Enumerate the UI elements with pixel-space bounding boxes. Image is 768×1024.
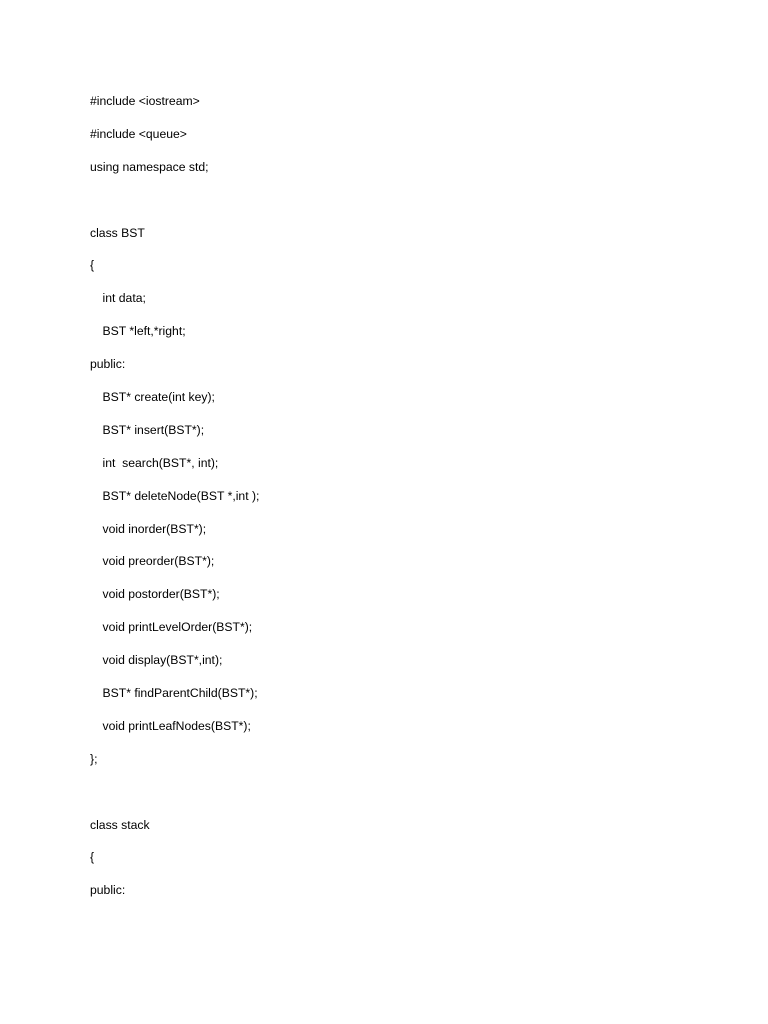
code-line: void printLevelOrder(BST*); [102,620,253,635]
code-line: void postorder(BST*); [102,587,220,602]
code-line: class stack [90,817,150,832]
code-line: BST* insert(BST*); [102,422,205,437]
code-line: int search(BST*, int); [102,455,219,470]
code-line: BST* create(int key); [102,390,215,405]
blank-line [90,784,259,817]
code-line: #include <iostream> [90,94,200,108]
code-line: BST* deleteNode(BST *,int ); [102,488,260,503]
code-listing [90,93,259,915]
code-line: public: [90,357,126,372]
code-line: void inorder(BST*); [102,521,207,536]
code-line: using namespace std; [90,159,209,174]
code-line: void preorder(BST*); [102,554,215,569]
code-line: BST *left,*right; [102,324,186,339]
code-line: void printLeafNodes(BST*); [102,718,251,733]
code-line: #include <queue> [90,126,187,141]
code-line: }; [90,751,98,766]
code-line: { [90,850,95,865]
code-line: class BST [90,225,145,240]
code-line: int data; [102,291,146,306]
blank-line [90,192,259,225]
code-line: { [90,258,95,273]
code-line: void display(BST*,int); [102,653,223,668]
code-line: public: [90,883,126,898]
code-line: BST* findParentChild(BST*); [102,686,258,701]
